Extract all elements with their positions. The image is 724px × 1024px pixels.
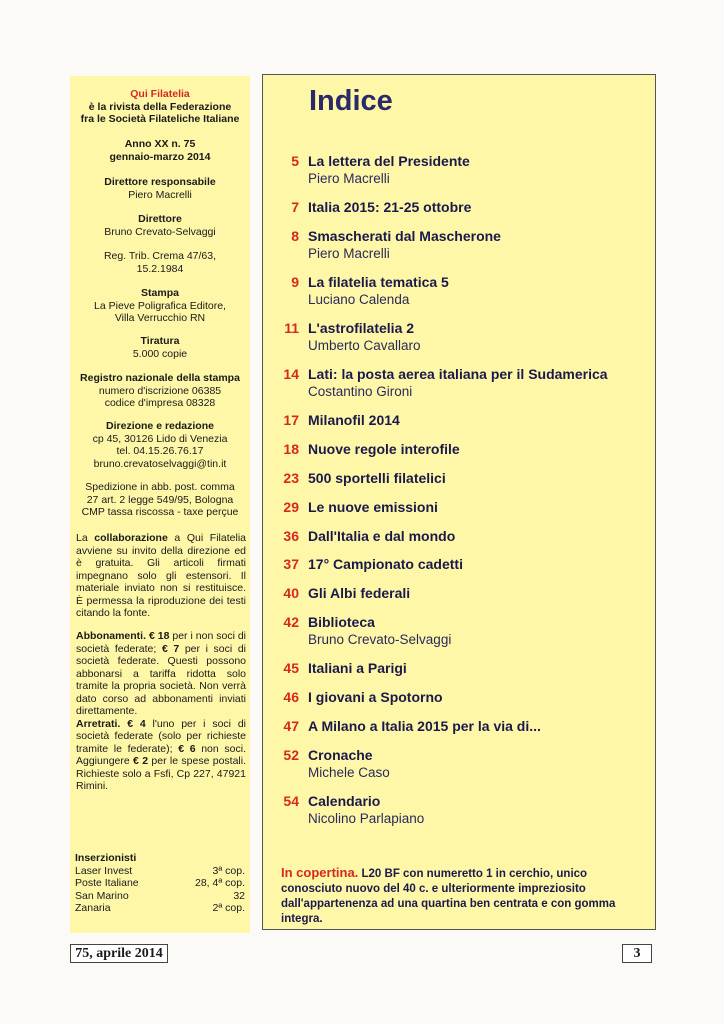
magazine-description-1: è la rivista della Federazione [88,100,232,113]
postal-shipping [70,481,250,519]
toc-page-number: 37 [283,556,299,572]
toc-page-number: 9 [291,274,299,290]
toc-page-number: 23 [283,470,299,486]
toc-page-number: 45 [283,660,299,676]
press-registry-line-2: codice d'impresa 08328 [104,397,216,409]
shipping-line-1: Spedizione in abb. post. comma [85,481,235,493]
toc-author: Umberto Cavallaro [308,338,421,353]
toc-page-number: 46 [283,689,299,705]
toc-title: La lettera del Presidente [308,153,470,169]
magazine-name: Qui Filatelia [130,88,190,100]
toc-page-number: 40 [283,585,299,601]
toc-page-number: 29 [283,499,299,515]
print-run-title: Tiratura [140,335,180,347]
toc-title: La filatelia tematica 5 [308,274,449,290]
print-run [70,335,250,360]
toc-author: Piero Macrelli [308,171,390,186]
index-title: Indice [309,85,393,117]
issue-info [70,138,250,163]
toc-page-number: 7 [291,199,299,215]
toc-title: Milanofil 2014 [308,412,400,428]
print-run-value: 5.000 copie [132,347,188,360]
toc-title: 500 sportelli filatelici [308,470,446,486]
advertiser-row: Poste Italiane 28, 4ª cop. [75,877,245,889]
toc-author: Bruno Crevato-Selvaggi [308,632,452,647]
toc-title: Italiani a Parigi [308,660,407,676]
toc-page-number: 5 [291,153,299,169]
toc-title: 17° Campionato cadetti [308,556,463,572]
toc-title: Dall'Italia e dal mondo [308,528,456,544]
toc-author: Costantino Gironi [308,384,413,399]
toc-title: Calendario [308,793,381,809]
press-registry-line-1: numero d'iscrizione 06385 [98,384,222,397]
printer [70,287,250,325]
editorial-office-title: Direzione e redazione [106,420,214,432]
collaboration-note: La collaborazione a Qui Filatelia avviene su invito della direzione ed è gratuita. Gli articoli firmati impegnano solo gli estensori. Il materiale inviato non si restituisce. È permessa la riproduzione dei testi citando la fonte. [76,532,246,619]
toc-title: Nuove regole interofile [308,441,460,457]
advertiser-row: Zanaria 2ª cop. [75,902,245,914]
managing-editor-title: Direttore responsabile [104,176,216,188]
toc-page-number: 14 [283,366,299,382]
issue-number: Anno XX n. 75 [124,138,196,150]
advertisers-title: Inserzionisti [75,852,137,864]
shipping-line-2: 27 art. 2 legge 549/95, Bologna [86,493,234,506]
registration-line-1: Reg. Trib. Crema 47/63, [103,250,217,262]
masthead-header [70,88,250,126]
toc-title: Le nuove emissioni [308,499,438,515]
toc-author: Luciano Calenda [308,292,410,307]
advertiser-row: San Marino 32 [75,889,245,902]
toc-title: Lati: la posta aerea italiana per il Sudamerica [308,366,608,382]
advertisers-list [75,852,245,915]
managing-editor-name: Piero Macrelli [128,188,192,201]
printer-line-2: Villa Verrucchio RN [114,312,206,324]
cover-caption [281,865,641,927]
toc-page-number: 42 [283,614,299,630]
toc-title: Smascherati dal Mascherone [308,228,501,244]
court-registration [70,250,250,275]
managing-editor [70,176,250,201]
shipping-line-3: CMP tassa riscossa - taxe perçue [81,506,239,518]
index-panel [262,74,656,930]
toc-title: Cronache [308,747,373,763]
director-title: Direttore [138,213,182,225]
toc-page-number: 36 [283,528,299,544]
masthead-panel [70,76,250,933]
toc-title: Biblioteca [308,614,375,630]
press-registry [70,372,250,410]
toc-page-number: 54 [283,793,299,809]
subscriptions-note: Abbonamenti. € 18 per i non soci di società federate; € 7 per i soci di società federate. Questi possono abbonarsi a tariffa ridotta solo tramite la propria società. Non verrà dato corso ad abbonamenti inviati direttamente. Arretrati. € 4 l'uno per i soci di società federate (solo per richieste tramite le federate); € 6 non soci. Aggiungere € 2 per le spese postali. Richieste solo a Fsfi, Cp 227, 47921 Rimini. [76,630,247,792]
director-name: Bruno Crevato-Selvaggi [104,225,216,238]
footer-page-number: 3 [622,944,652,963]
printer-title: Stampa [141,287,179,299]
cover-description: L20 BF con numeretto 1 in cerchio, unico conosciuto nuovo del 40 c. e ulteriormente impreziosito dall'appartenenza ad una quartina ben centrata e con gomma integra. [281,868,616,925]
toc-page-number: 18 [283,441,299,457]
magazine-description-2: fra le Società Filateliche Italiane [80,113,240,125]
toc-author: Nicolino Parlapiano [308,811,425,826]
printer-line-1: La Pieve Poligrafica Editore, [94,299,226,312]
registration-line-2: 15.2.1984 [136,262,184,275]
toc-title: Italia 2015: 21-25 ottobre [308,199,472,215]
issue-date: gennaio-marzo 2014 [109,150,211,163]
toc-page-number: 17 [283,412,299,428]
footer-issue-date: 75, aprile 2014 [70,944,168,963]
toc-page-number: 8 [291,228,299,244]
editorial-office [70,420,250,470]
editorial-office-email: bruno.crevatoselvaggi@tin.it [93,457,227,470]
toc-author: Piero Macrelli [308,246,390,261]
advertiser-row: Laser Invest 3ª cop. [75,864,245,877]
toc-title: A Milano a Italia 2015 per la via di... [308,718,541,734]
toc-title: I giovani a Spotorno [308,689,443,705]
editorial-office-address: cp 45, 30126 Lido di Venezia [92,432,228,445]
toc-author: Michele Caso [308,765,390,780]
toc-page-number: 11 [284,320,299,336]
editorial-office-phone: tel. 04.15.26.76.17 [116,445,204,457]
cover-label: In copertina. [281,865,359,880]
toc-page-number: 47 [283,718,299,734]
toc-title: Gli Albi federali [308,585,411,601]
director [70,213,250,238]
toc-title: L'astrofilatelia 2 [308,320,415,336]
toc-page-number: 52 [283,747,299,763]
press-registry-title: Registro nazionale della stampa [80,372,240,384]
